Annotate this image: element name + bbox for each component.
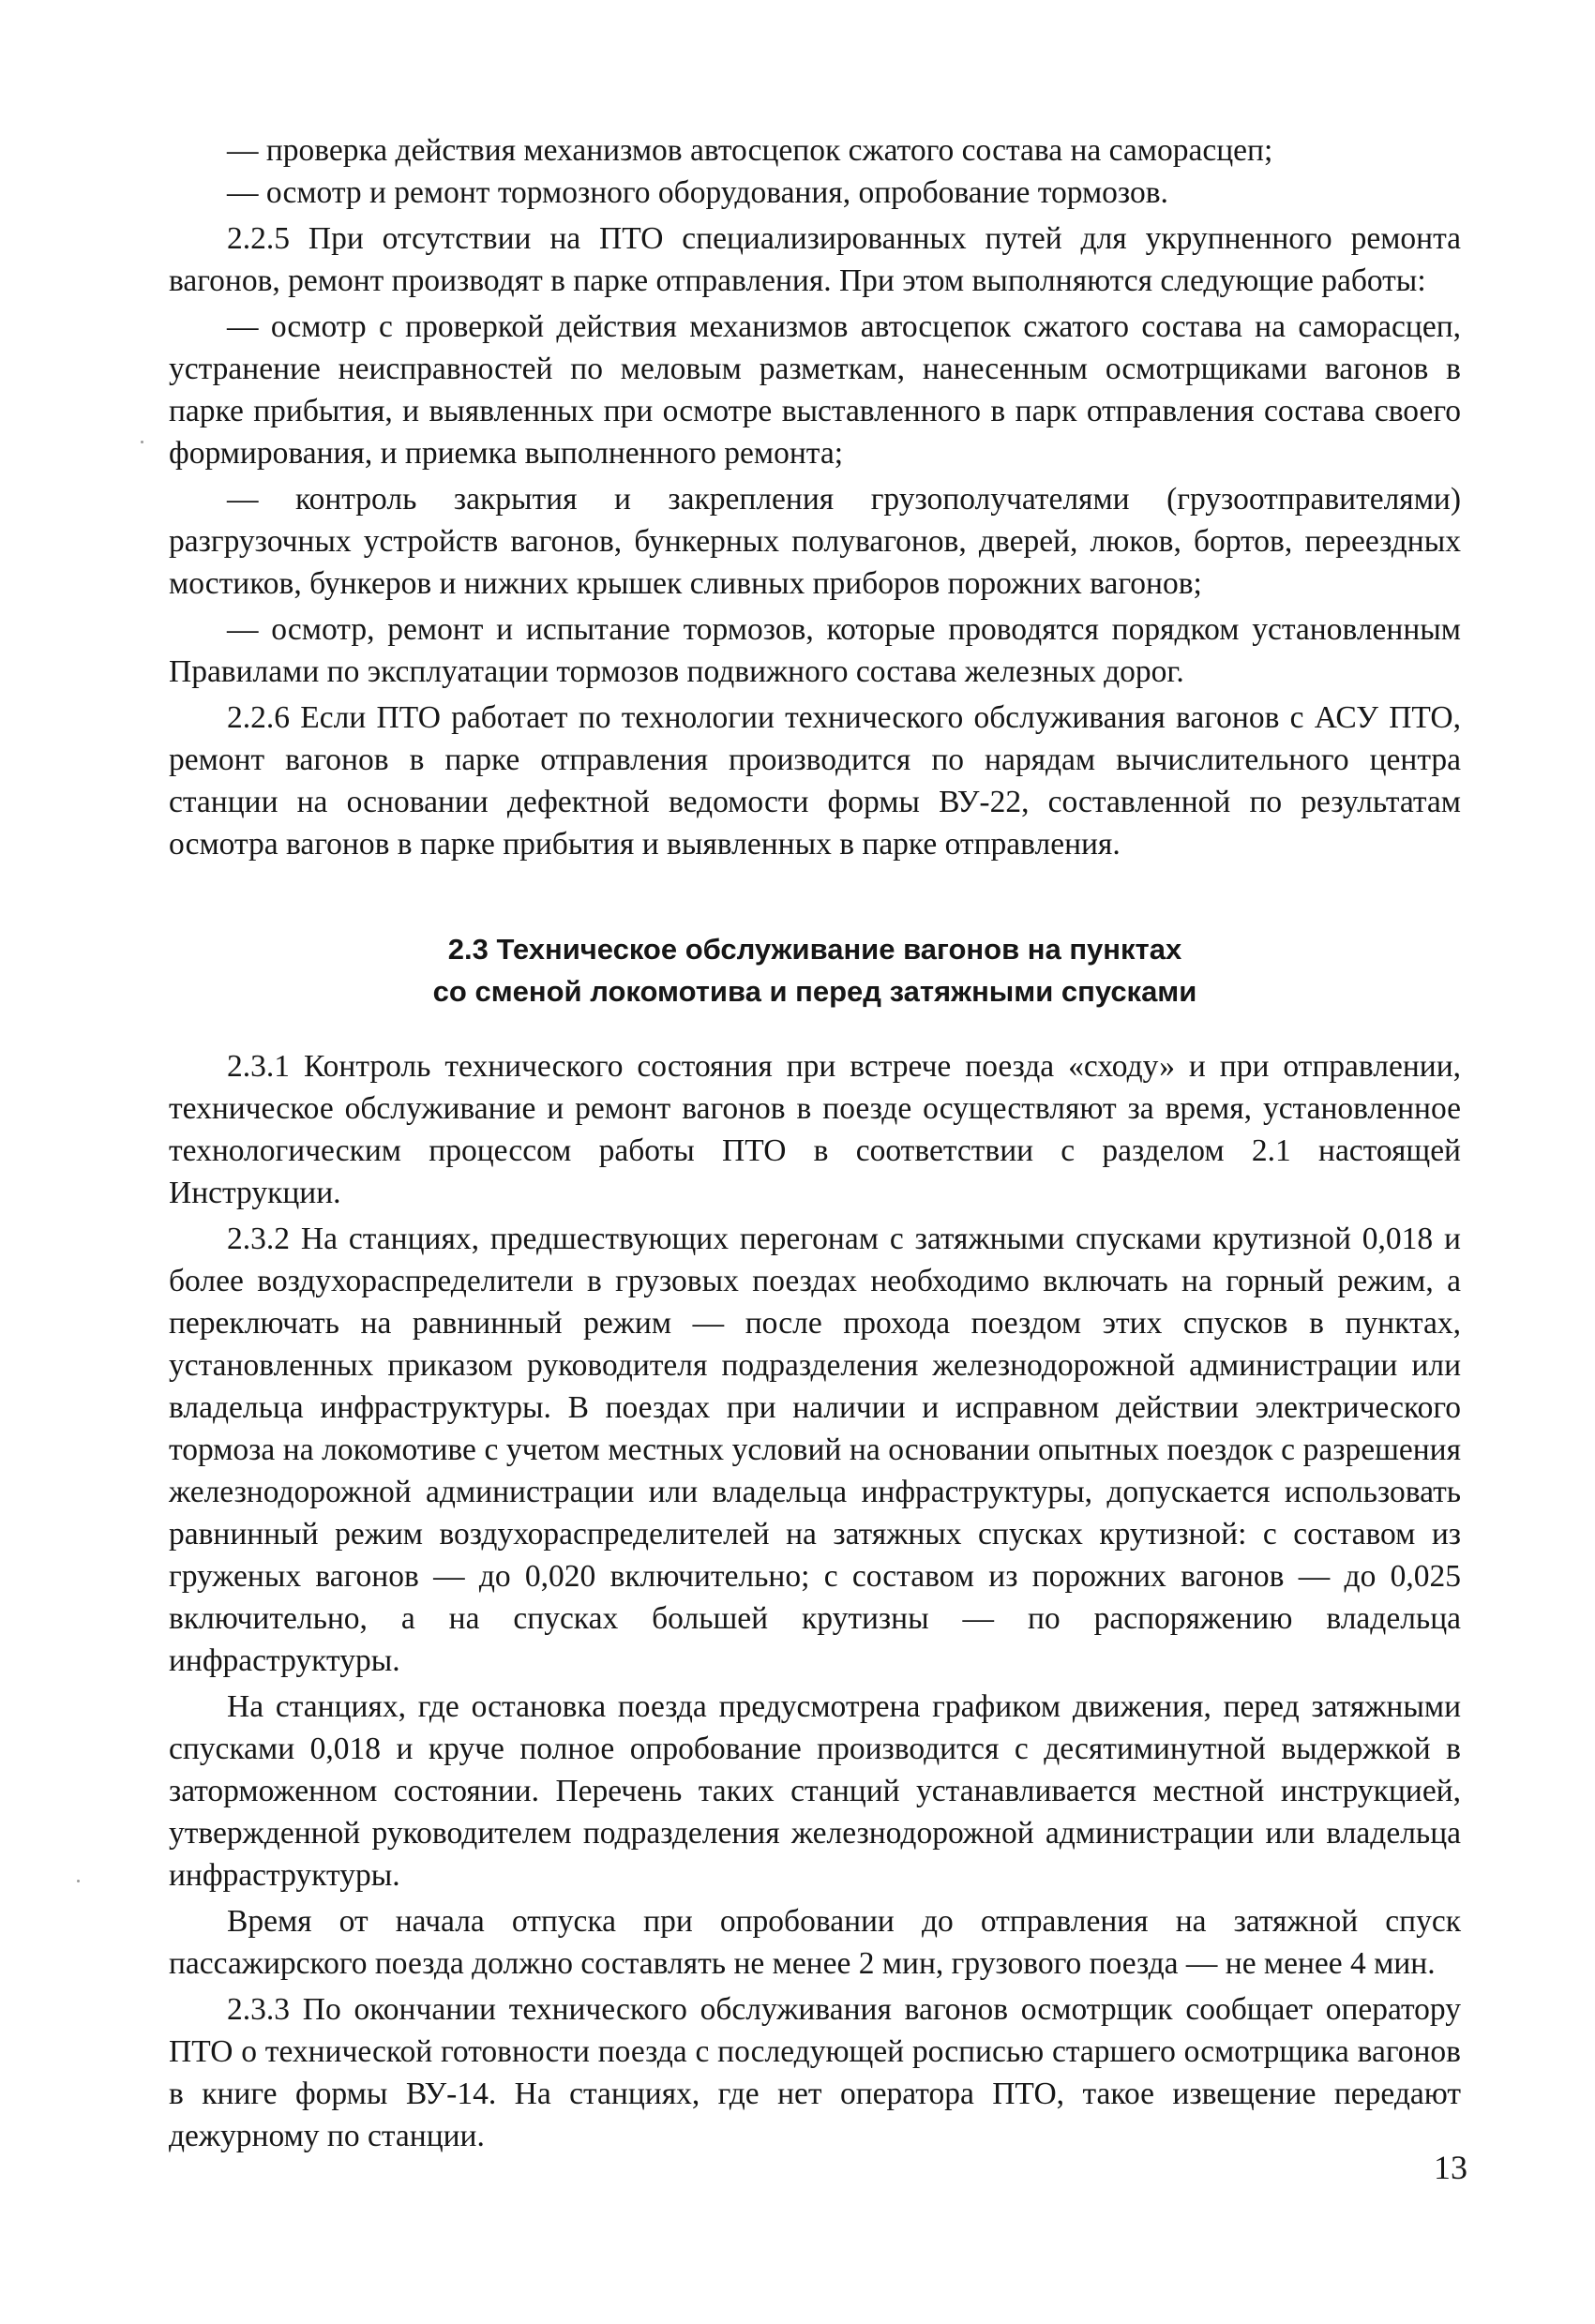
page-number: 13 (1434, 2149, 1467, 2186)
list-item-coupler-check: — проверка действия механизмов автосцепок сжатого состава на саморасцеп; (227, 133, 1273, 168)
paragraph-2-3-3: 2.3.3 По окончании технического обслуживания вагонов осмотрщик сообщает оператору ПТО о технической готовности поезда с последующей росписью старшего осмотрщика вагонов в книге формы ВУ-14. На станциях, где нет оператора ПТО, такое извещение передают дежурному по станции. (169, 1992, 1461, 2153)
text-block-bottom (169, 1045, 1461, 2157)
list-item-brake-inspection: — осмотр и ремонт тормозного оборудования, опробование тормозов. (227, 175, 1168, 210)
paragraph-stations-stop: На станциях, где остановка поезда предусмотрена графиком движения, перед затяжными спусками 0,018 и круче полное опробование производится с десятиминутной выдержкой в заторможенном состоянии. Перечень таких станций устанавливается местной инструкцией, утвержденной руководителем подразделения железнодорожной администрации или владельца инфраструктуры. (169, 1689, 1461, 1893)
text-block-top (169, 129, 1461, 865)
paragraph-2-2-5: 2.2.5 При отсутствии на ПТО специализированных путей для укрупненного ремонта вагонов, ремонт производят в парке отправления. При этом выполняются следующие работы: (169, 221, 1461, 298)
paragraph-release-time: Время от начала отпуска при опробовании до отправления на затяжной спуск пассажирского поезда должно составлять не менее 2 мин, грузового поезда — не менее 4 мин. (169, 1904, 1461, 1981)
list-item-closing-control: — контроль закрытия и закрепления грузополучателями (грузоотправителями) разгрузочных устройств вагонов, бункерных полувагонов, дверей, люков, бортов, переездных мостиков, бункеров и нижних крышек сливных приборов порожних вагонов; (169, 482, 1461, 601)
section-heading-line-1: 2.3 Техническое обслуживание вагонов на пунктах (447, 933, 1182, 966)
scan-speck (141, 441, 143, 443)
section-heading-2-3 (169, 928, 1461, 1012)
paragraph-2-2-6: 2.2.6 Если ПТО работает по технологии технического обслуживания вагонов с АСУ ПТО, ремонт вагонов в парке отправления производится по нарядам вычислительного центра станции на основании дефектной ведомости формы ВУ-22, составленной по результатам осмотра вагонов в парке прибытия и выявленных в парке отправления. (169, 700, 1461, 862)
list-item-inspection-repair: — осмотр с проверкой действия механизмов автосцепок сжатого состава на саморасцеп, устранение неисправностей по меловым разметкам, нанесенным осмотрщиками вагонов в парке прибытия, и выявленных при осмотре выставленного в парк отправления состава своего формирования, и приемка выполненного ремонта; (169, 309, 1461, 471)
list-item-brake-testing: — осмотр, ремонт и испытание тормозов, которые проводятся порядком установленным Правилами по эксплуатации тормозов подвижного состава железных дорог. (169, 612, 1461, 689)
section-heading-line-2: со сменой локомотива и перед затяжными спусками (432, 975, 1197, 1008)
paragraph-2-3-1: 2.3.1 Контроль технического состояния при встрече поезда «сходу» и при отправлении, техническое обслуживание и ремонт вагонов в поезде осуществляют за время, установленное технологическим процессом работы ПТО в соответствии с разделом 2.1 настоящей Инструкции. (169, 1049, 1461, 1210)
scan-speck (77, 1880, 80, 1882)
paragraph-2-3-2: 2.3.2 На станциях, предшествующих перегонам с затяжными спусками крутизной 0,018 и более воздухораспределители в грузовых поездах необходимо включать на горный режим, а переключать на равнинный режим — после прохода поездом этих спусков в пунктах, установленных приказом руководителя подразделения железнодорожной администрации или владельца инфраструктуры. В поездах при наличии и исправном действии электрического тормоза на локомотиве с учетом местных условий на основании опытных поездок с разрешения железнодорожной администрации или владельца инфраструктуры, допускается использовать равнинный режим воздухораспределителей на затяжных спусках крутизной: с составом из груженых вагонов — до 0,020 включительно; с составом из порожних вагонов — до 0,025 включительно, а на спусках большей крутизны — по распоряжению владельца инфраструктуры. (169, 1222, 1461, 1678)
